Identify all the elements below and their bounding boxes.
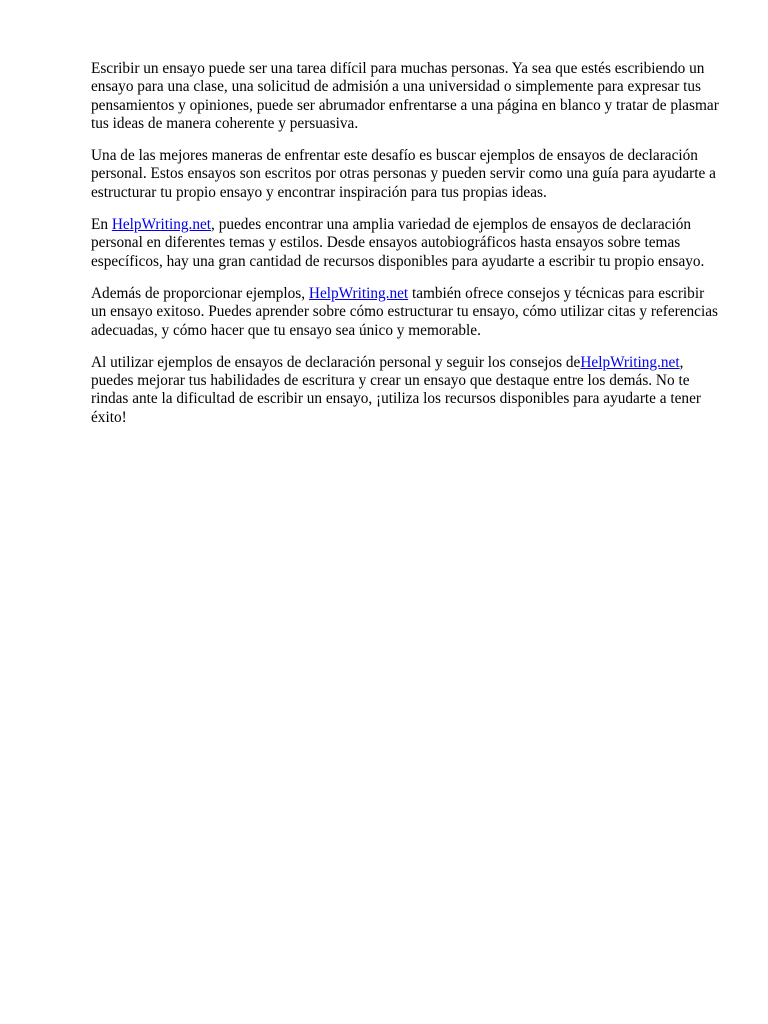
paragraph-intro: Escribir un ensayo puede ser una tarea difícil para muchas personas. Ya sea que estés escribiendo un ensayo para una clase, una solicitud de admisión a una universidad o simplemente para expresar tus pensamientos y opiniones, puede ser abrumador enfrentarse a una página en blanco y tratar de plasmar tus ideas de manera coherente y persuasiva. [91, 60, 719, 132]
helpwriting-link[interactable]: HelpWriting.net [580, 353, 680, 371]
paragraph-text-before: En [91, 216, 112, 234]
paragraph-conclusion [91, 354, 723, 427]
document-body [91, 60, 723, 441]
paragraph-text-before: Al utilizar ejemplos de ensayos de declaración personal y seguir los consejos de [91, 353, 581, 371]
paragraph-examples: Una de las mejores maneras de enfrentar este desafío es buscar ejemplos de ensayos de declaración personal. Estos ensayos son escritos por otras personas y pueden servir como una guía para ayudarte a estructurar tu propio ensayo y encontrar inspiración para tus propias ideas. [91, 147, 716, 201]
helpwriting-link[interactable]: HelpWriting.net [111, 216, 212, 234]
paragraph-text-after: , puedes encontrar una amplia variedad de ejemplos de ensayos de declaración personal en diferentes temas y estilos. Desde ensayos autobiográficos hasta ensayos sobre temas específicos, hay una gran cantidad de recursos disponibles para ayudarte a escribir tu propio ensayo. [91, 216, 705, 270]
helpwriting-link[interactable]: HelpWriting.net [308, 284, 409, 302]
paragraph-text-before: Además de proporcionar ejemplos, [91, 284, 309, 302]
paragraph-text-after: , puedes mejorar tus habilidades de escritura y crear un ensayo que destaque entre los demás. No te rindas ante la dificultad de escribir un ensayo, ¡utiliza los recursos disponibles para ayudarte a tener éxito! [91, 353, 701, 426]
paragraph-text-after: también ofrece consejos y técnicas para escribir un ensayo exitoso. Puedes aprender sobre cómo estructurar tu ensayo, cómo utilizar citas y referencias adecuadas, y cómo hacer que tu ensayo sea único y memorable. [91, 284, 718, 339]
paragraph-helpwriting [91, 216, 723, 271]
paragraph-advice [91, 285, 723, 340]
